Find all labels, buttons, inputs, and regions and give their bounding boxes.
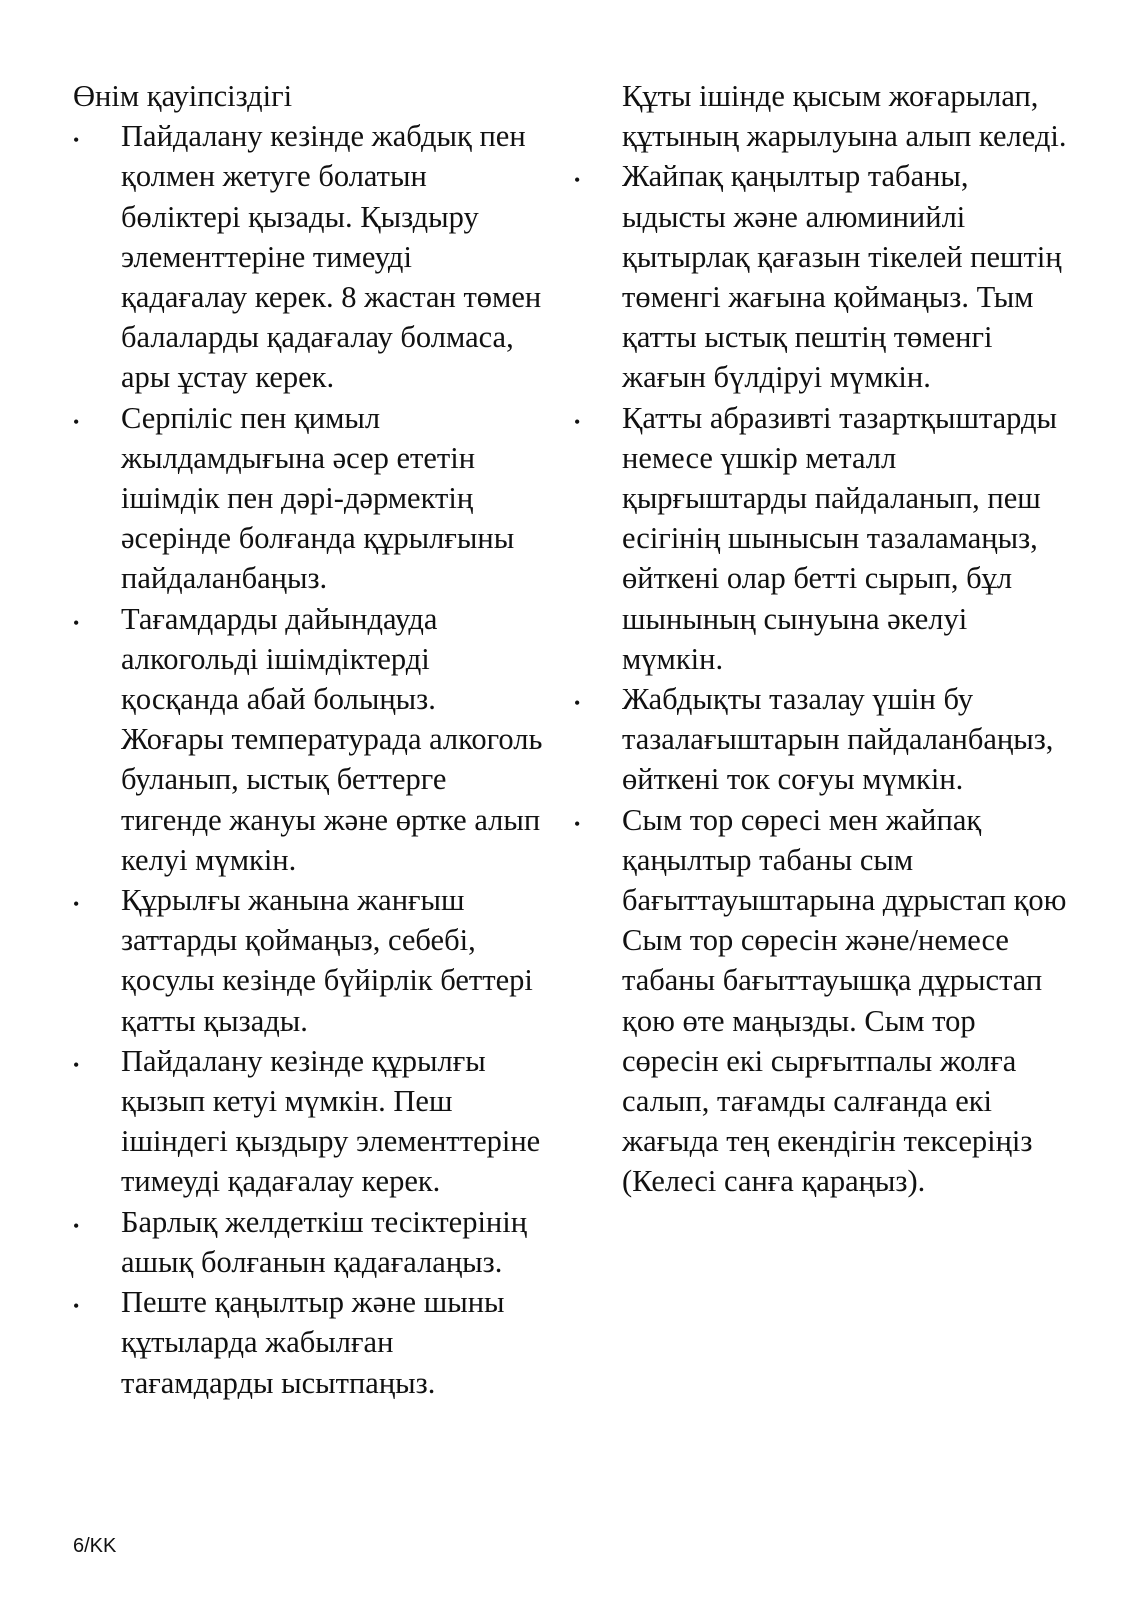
list-item-text: Тағамдарды дайындауда алкогольді ішімдіктерді қосқанда абай болыңыз. Жоғары температурада алкоголь буланып, ыстық беттерге тигенде жануы және өртке алып келуі мүмкін. [121, 601, 543, 877]
list-item-text: Қатты абразивті тазартқыштарды немесе үшкір металл қырғыштарды пайдаланып, пеш есігінің шынысын тазаламаңыз, өйткені олар бетті сырып, бұл шынының сынуына әкелуі мүмкін. [622, 400, 1058, 676]
section-heading: Өнім қауіпсіздігі [73, 79, 293, 113]
list-item-text: Құрылғы жанына жанғыш заттарды қоймаңыз, себебі, қосулы кезінде бүйірлік беттері қатты қызады. [121, 883, 533, 1038]
list-item-text: Пеште қаңылтыр және шыны құтыларда жабылған тағамдарды ысытпаңыз. [121, 1285, 505, 1400]
list-item [574, 398, 1074, 679]
list-item [73, 1202, 543, 1282]
bullet-icon: • [574, 813, 581, 834]
list-item [574, 800, 1074, 921]
bullet-icon: • [73, 1215, 80, 1236]
list-item [574, 156, 1074, 397]
list-item-text: Пайдалану кезінде жабдық пен қолмен жетуге болатын бөліктері қызады. Қыздыру элементтеріне тимеуді қадағалау керек. 8 жастан төмен балаларды қадағалау болмаса, ары ұстау керек. [121, 119, 542, 395]
list-item [73, 1282, 543, 1403]
bullet-icon: • [73, 1054, 80, 1075]
continuation-text: Құты ішінде қысым жоғарылап, құтының жарылуына алып келеді. [622, 79, 1067, 154]
bullet-icon: • [73, 894, 80, 915]
list-item-text: Жабдықты тазалау үшін бу тазалағыштарын пайдаланбаңыз, өйткені ток соғуы мүмкін. [622, 682, 1054, 797]
list-item [73, 599, 543, 880]
right-column [574, 76, 1074, 1202]
bullet-icon: • [73, 130, 80, 151]
page-number: 6/KK [73, 1535, 117, 1557]
bullet-icon: • [73, 612, 80, 633]
list-item-text: Пайдалану кезінде құрылғы қызып кетуі мүмкін. Пеш ішіндегі қыздыру элементтеріне тимеуді қадағалау керек. [121, 1043, 541, 1199]
bullet-icon: • [574, 170, 581, 191]
list-item [73, 1041, 543, 1202]
bullet-icon: • [574, 411, 581, 432]
right-bullet-list [574, 156, 1074, 920]
left-column [73, 76, 543, 1403]
list-item-text: Жайпақ қаңылтыр табаны, ыдысты және алюминийлі қытырлақ қағазын тікелей пештің төменгі жағына қоймаңыз. Тым қатты ыстық пештің төменгі жағын бүлдіруі мүмкін. [622, 159, 1062, 395]
list-item-text: Барлық желдеткіш тесіктерінің ашық болғанын қадағалаңыз. [121, 1204, 528, 1279]
list-item [73, 116, 543, 397]
bullet-icon: • [73, 411, 80, 432]
list-item-text: Сым тор сөресі мен жайпақ қаңылтыр табаны сым бағыттауыштарына дұрыстап қою [622, 802, 1067, 918]
list-item-text: Серпіліс пен қимыл жылдамдығына әсер ететін ішімдік пен дәрі-дәрмектің әсерінде болғанда құрылғыны пайдаланбаңыз. [121, 400, 515, 596]
bullet-icon: • [574, 693, 581, 714]
list-item [73, 398, 543, 599]
bullet-icon: • [73, 1296, 80, 1317]
left-bullet-list [73, 116, 543, 1403]
final-paragraph: Сым тор сөресін және/немесе табаны бағыттауышқа дұрыстап қою өте маңызды. Сым тор сөресін екі сырғытпалы жолға салып, тағамды салғанда екі жағыда тең екендігін тексеріңіз (Келесі санға қараңыз). [622, 923, 1043, 1199]
list-item [574, 679, 1074, 800]
list-item [73, 880, 543, 1041]
